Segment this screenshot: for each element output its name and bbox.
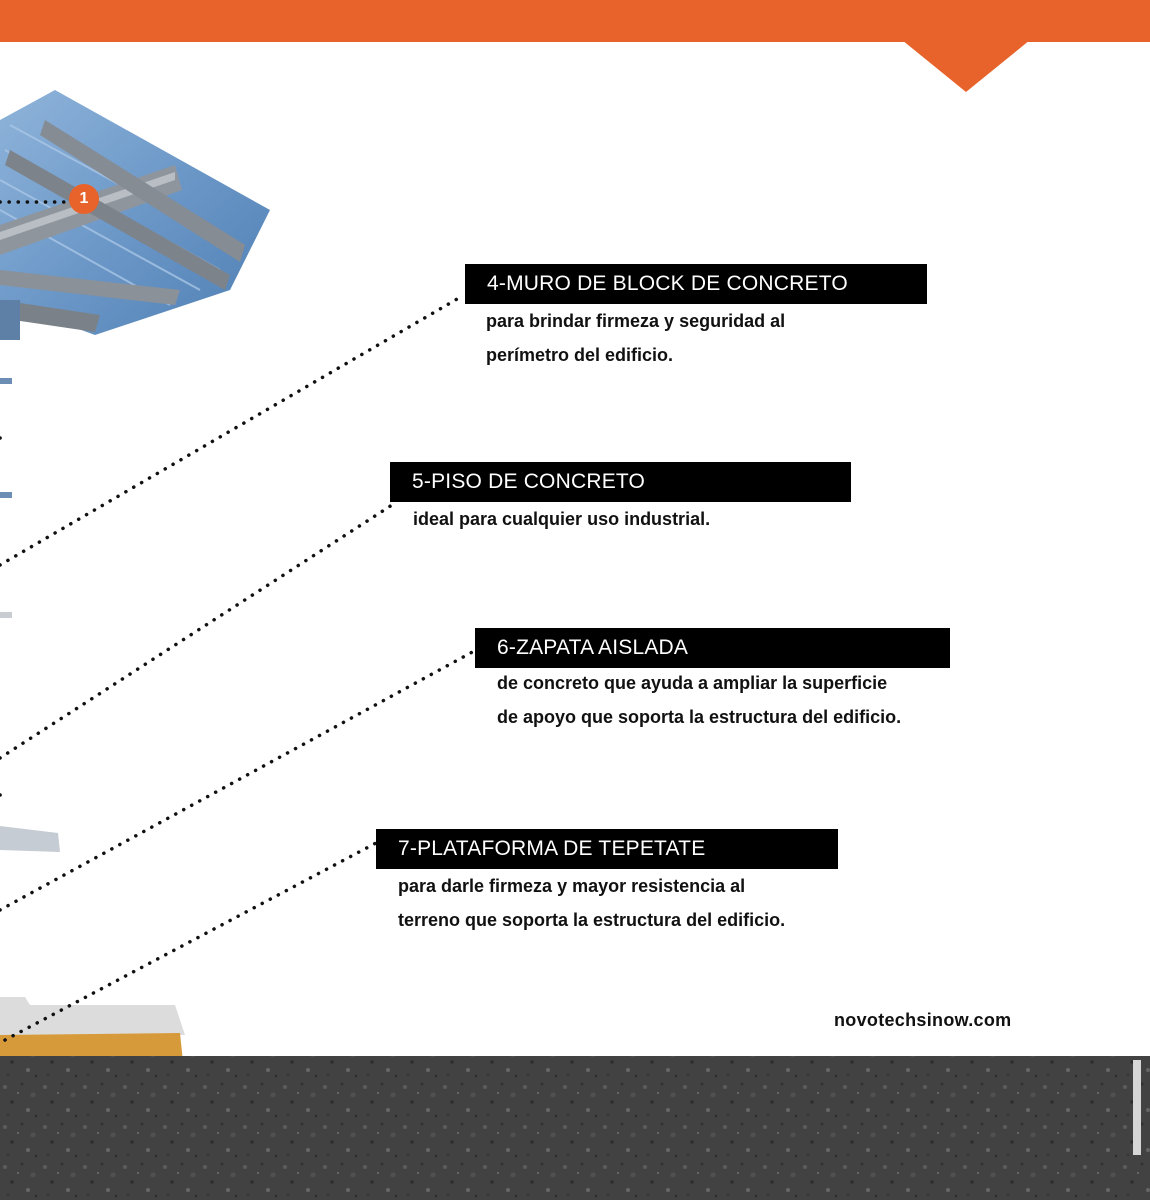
desc-plataforma-line2: terreno que soporta la estructura del edificio. bbox=[398, 910, 786, 930]
desc-plataforma-line1: para darle firmeza y mayor resistencia al bbox=[398, 876, 746, 896]
label-zapata-aislada: 6-ZAPATA AISLADA bbox=[475, 628, 950, 668]
desc-zapata-line1: de concreto que ayuda a ampliar la superficie bbox=[497, 673, 888, 693]
roof-structure bbox=[0, 90, 270, 340]
leader-line-5 bbox=[0, 505, 392, 758]
desc-piso-line1: ideal para cualquier uso industrial. bbox=[413, 509, 711, 529]
leader-line-7 bbox=[5, 843, 376, 1040]
website-link[interactable]: novotechsinow.com bbox=[834, 1010, 1012, 1030]
desc-muro-line1: para brindar firmeza y seguridad al bbox=[486, 311, 786, 331]
desc-zapata-line2: de apoyo que soporta la estructura del edificio. bbox=[497, 707, 902, 727]
label-muro-block: 4-MURO DE BLOCK DE CONCRETO bbox=[465, 264, 927, 304]
label-plataforma-tepetate: 7-PLATAFORMA DE TEPETATE bbox=[376, 829, 838, 869]
callout-badge-1: 1 bbox=[69, 184, 99, 214]
label-piso-concreto: 5-PISO DE CONCRETO bbox=[390, 462, 851, 502]
leader-line-4 bbox=[0, 295, 464, 565]
desc-muro-line2: perímetro del edificio. bbox=[486, 345, 674, 365]
